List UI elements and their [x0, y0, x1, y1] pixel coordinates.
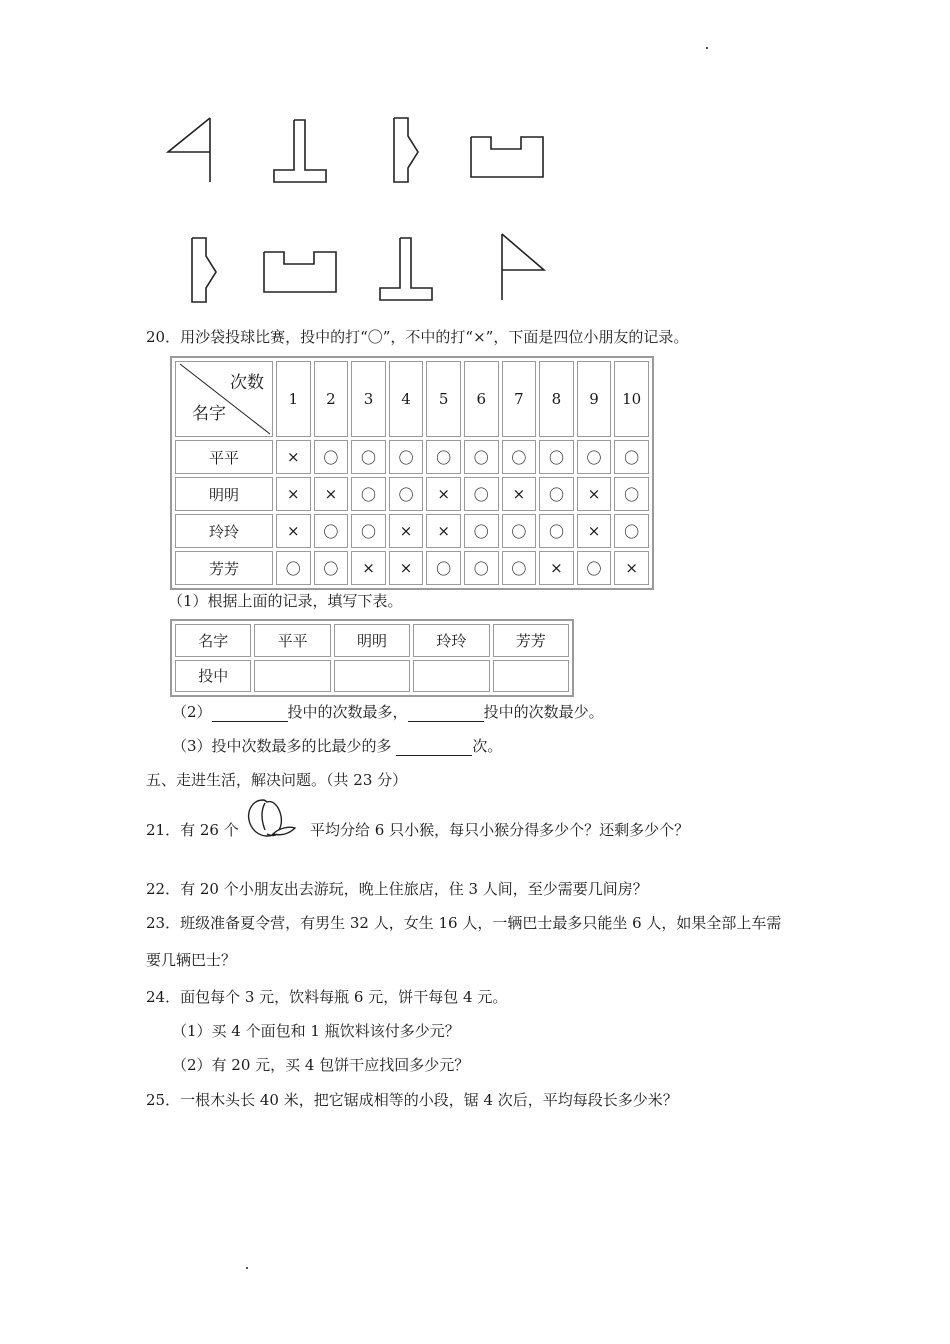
column-header: 10 — [614, 361, 649, 437]
row-name: 玲玲 — [175, 514, 273, 548]
fill-header-cell: 芳芳 — [493, 624, 569, 657]
fill-header-cell: 名字 — [175, 624, 251, 657]
flag-right-icon — [498, 232, 550, 304]
mark-cell: 〇 — [539, 440, 574, 474]
answer-blank[interactable] — [396, 739, 472, 756]
q20-sub2-mid: 投中的次数最多， — [287, 703, 408, 721]
mark-cell: 〇 — [577, 551, 612, 585]
column-header: 7 — [502, 361, 537, 437]
q20-sub2-prefix: （2） — [172, 703, 212, 721]
mark-cell: 〇 — [502, 440, 537, 474]
mark-cell: 〇 — [614, 477, 649, 511]
mark-cell: 〇 — [614, 440, 649, 474]
q23-line1: 23．班级准备夏令营，有男生 32 人，女生 16 人，一辆巴士最多只能坐 6 人，如果全部上车需 — [146, 914, 782, 932]
mark-cell: × — [426, 477, 461, 511]
mark-cell: 〇 — [464, 514, 499, 548]
mark-cell: × — [314, 477, 349, 511]
notched-block-icon — [262, 250, 342, 296]
column-header: 3 — [351, 361, 386, 437]
flag-left-icon — [164, 116, 214, 186]
mark-cell: 〇 — [502, 514, 537, 548]
mark-cell: 〇 — [351, 440, 386, 474]
mark-cell: × — [426, 514, 461, 548]
column-header: 9 — [577, 361, 612, 437]
t-shape-icon — [378, 236, 436, 304]
fill-header-cell: 明明 — [334, 624, 410, 657]
mark-cell: × — [577, 514, 612, 548]
fill-answer-cell[interactable] — [413, 660, 489, 693]
q24: 24．面包每个 3 元，饮料每瓶 6 元，饼干每包 4 元。 — [146, 988, 508, 1006]
record-row — [175, 440, 649, 474]
mark-cell: × — [577, 477, 612, 511]
fill-header-cell: 平平 — [254, 624, 330, 657]
mark-cell: 〇 — [539, 514, 574, 548]
q21-after: 平均分给 6 只小猴，每只小猴分得多少个？还剩多少个？ — [310, 821, 690, 839]
row-name: 平平 — [175, 440, 273, 474]
q21-before: 21．有 26 个 — [146, 821, 239, 839]
mark-cell: 〇 — [351, 477, 386, 511]
mark-cell: × — [389, 514, 424, 548]
fill-header-cell: 玲玲 — [413, 624, 489, 657]
q25: 25．一根木头长 40 米，把它锯成相等的小段，锯 4 次后，平均每段长多少米？ — [146, 1091, 678, 1109]
mark-cell: × — [276, 440, 311, 474]
q20-sub3 — [172, 736, 502, 756]
mark-cell: 〇 — [314, 440, 349, 474]
fill-answer-cell[interactable] — [254, 660, 330, 693]
q20-sub3-end: 次。 — [472, 737, 503, 755]
column-header: 5 — [426, 361, 461, 437]
mark-cell: × — [389, 551, 424, 585]
mark-cell: 〇 — [539, 477, 574, 511]
q20-text: 20．用沙袋投球比赛，投中的打“〇”，不中的打“×”，下面是四位小朋友的记录。 — [146, 328, 689, 346]
mark-cell: 〇 — [314, 551, 349, 585]
fill-answer-cell[interactable] — [334, 660, 410, 693]
record-rows — [175, 440, 649, 585]
record-row — [175, 477, 649, 511]
mark-cell: × — [276, 514, 311, 548]
peach-icon — [243, 794, 299, 846]
mark-cell: 〇 — [577, 440, 612, 474]
mark-cell: 〇 — [351, 514, 386, 548]
q20-sub3-prefix: （3）投中次数最多的比最少的多 — [172, 737, 397, 755]
row-name: 芳芳 — [175, 551, 273, 585]
mark-cell: 〇 — [614, 514, 649, 548]
mark-cell: 〇 — [464, 551, 499, 585]
q24-1: （1）买 4 个面包和 1 瓶饮料该付多少元？ — [172, 1022, 460, 1040]
fill-answer-cell[interactable] — [493, 660, 569, 693]
mark-cell: × — [351, 551, 386, 585]
q20-sub2-end: 投中的次数最少。 — [483, 703, 604, 721]
mark-cell: 〇 — [464, 440, 499, 474]
notched-bar-icon — [390, 116, 422, 186]
record-row — [175, 551, 649, 585]
answer-blank[interactable] — [408, 705, 484, 722]
corner-dot-top — [706, 47, 708, 49]
fill-table — [170, 619, 574, 697]
answer-blank[interactable] — [212, 705, 288, 722]
row-name: 明明 — [175, 477, 273, 511]
record-table — [170, 356, 654, 590]
record-row — [175, 514, 649, 548]
mark-cell: 〇 — [314, 514, 349, 548]
mark-cell: × — [276, 477, 311, 511]
column-header: 2 — [314, 361, 349, 437]
mark-cell: 〇 — [464, 477, 499, 511]
mark-cell: 〇 — [389, 440, 424, 474]
header-count: 次数 — [230, 373, 264, 393]
mark-cell: 〇 — [426, 440, 461, 474]
q20-sub2 — [172, 702, 604, 722]
diagonal-header-cell — [175, 361, 273, 437]
q23-line2: 要几辆巴士？ — [146, 951, 237, 969]
notched-block-icon — [469, 135, 549, 181]
header-name: 名字 — [192, 404, 226, 424]
q20-sub1: （1）根据上面的记录，填写下表。 — [168, 592, 403, 610]
corner-dot-bottom — [246, 1267, 248, 1269]
mark-cell: 〇 — [426, 551, 461, 585]
column-header: 8 — [539, 361, 574, 437]
column-header: 4 — [389, 361, 424, 437]
section-heading: 五、走进生活，解决问题。（共 23 分） — [146, 771, 408, 789]
notched-bar-icon — [188, 236, 220, 306]
q24-2: （2）有 20 元，买 4 包饼干应找回多少元？ — [172, 1056, 470, 1074]
mark-cell: × — [539, 551, 574, 585]
t-shape-icon — [272, 118, 330, 186]
mark-cell: 〇 — [389, 477, 424, 511]
fill-row-label: 投中 — [175, 660, 251, 693]
mark-cell: × — [502, 477, 537, 511]
column-header: 6 — [464, 361, 499, 437]
q22: 22．有 20 个小朋友出去游玩，晚上住旅店，住 3 人间，至少需要几间房？ — [146, 880, 648, 898]
mark-cell: 〇 — [276, 551, 311, 585]
mark-cell: 〇 — [502, 551, 537, 585]
mark-cell: × — [614, 551, 649, 585]
column-header: 1 — [276, 361, 311, 437]
